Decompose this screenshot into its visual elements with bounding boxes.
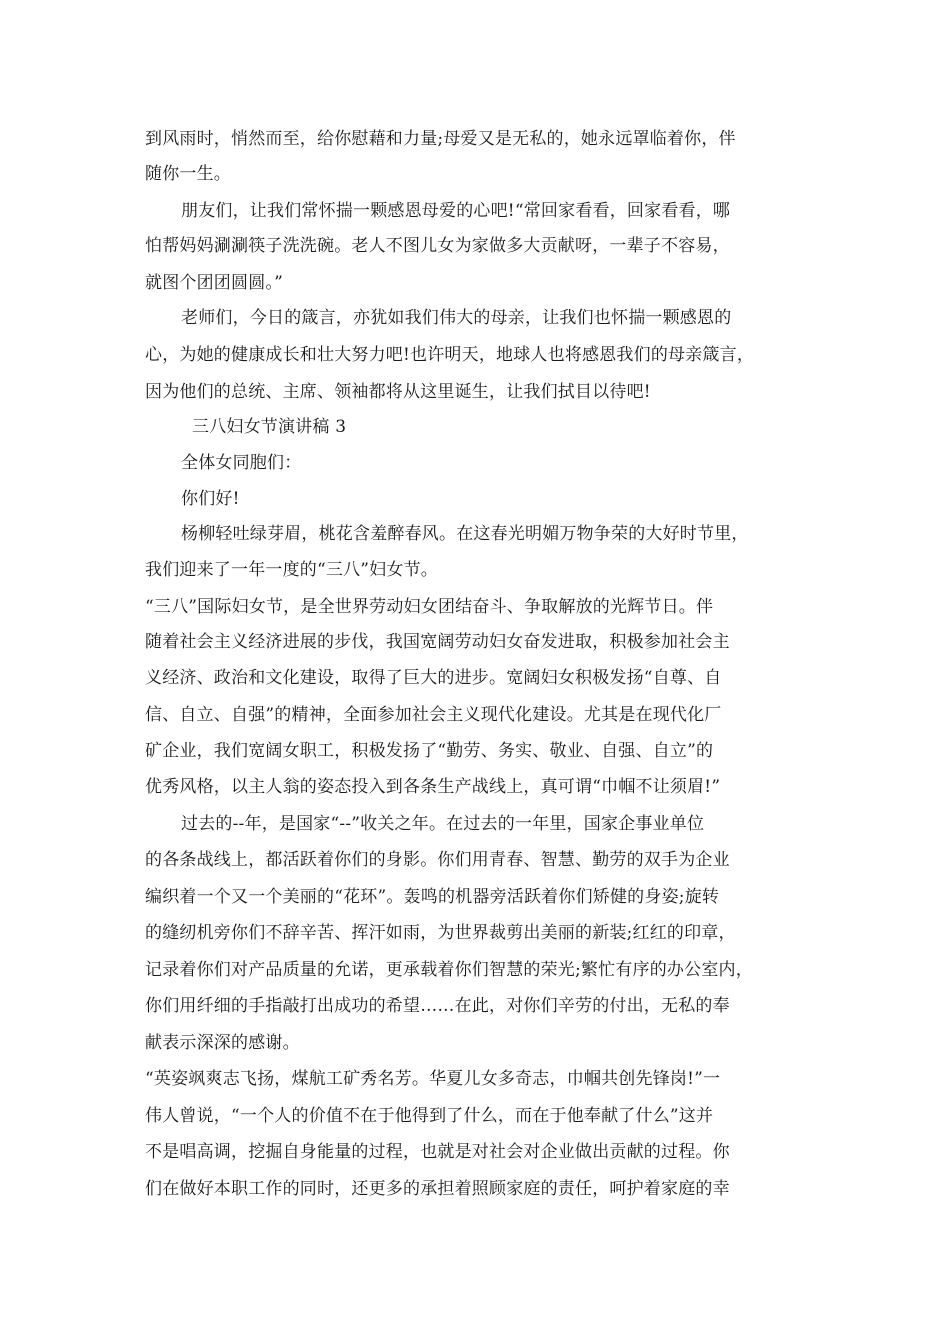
text-line: 你们用纤细的手指敲打出成功的希望……在此，对你们辛劳的付出，无私的奉 (145, 996, 730, 1016)
text-line: 伟人曾说，“一个人的价值不在于他得到了什么，而在于他奉献了什么”这并 (145, 1106, 714, 1126)
text-line: 们在做好本职工作的同时，还更多的承担着照顾家庭的责任，呵护着家庭的幸 (145, 1179, 730, 1199)
text-line: “英姿飒爽志飞扬，煤航工矿秀名芳。华夏儿女多奇志，巾帼共创先锋岗!”一 (145, 1069, 721, 1089)
text-line: 记录着你们对产品质量的允诺，更承载着你们智慧的荣光;繁忙有序的办公室内， (145, 960, 753, 980)
text-line: 优秀风格，以主人翁的姿态投入到各条生产战线上，真可谓“巾帼不让须眉!” (145, 777, 721, 797)
text-line: 到风雨时，悄然而至，给你慰藉和力量;母爱又是无私的，她永远罩临着你，伴 (145, 129, 736, 149)
text-line: “三八”国际妇女节，是全世界劳动妇女团结奋斗、争取解放的光辉节日。伴 (145, 597, 714, 617)
text-line: 献表示深深的感谢。 (145, 1033, 300, 1053)
text-line: 编织着一个又一个美丽的“花环”。轰鸣的机器旁活跃着你们矫健的身姿;旋转 (145, 887, 720, 907)
text-line: 矿企业，我们宽阔女职工，积极发扬了“勤劳、务实、敬业、自强、自立”的 (145, 741, 714, 761)
greeting-line: 全体女同胞们： (181, 453, 302, 473)
text-line: 老师们，今日的箴言，亦犹如我们伟大的母亲，让我们也怀揣一颗感恩的 (181, 308, 732, 328)
section-heading: 三八妇女节演讲稿 3 (192, 417, 347, 437)
text-line: 过去的--年，是国家“--”收关之年。在过去的一年里，国家企事业单位 (181, 814, 705, 834)
text-line: 怕帮妈妈涮涮筷子洗洗碗。老人不图儿女为家做多大贡献呀，一辈子不容易， (145, 236, 730, 256)
greeting-line: 你们好! (181, 489, 240, 509)
text-line: 随着社会主义经济进展的步伐，我国宽阔劳动妇女奋发进取，积极参加社会主 (145, 632, 730, 652)
text-line: 我们迎来了一年一度的“三八”妇女节。 (145, 560, 438, 580)
text-line: 不是唱高调，挖掘自身能量的过程，也就是对社会对企业做出贡献的过程。你 (145, 1142, 730, 1162)
text-line: 随你一生。 (145, 164, 231, 184)
text-line: 因为他们的总统、主席、领袖都将从这里诞生，让我们拭目以待吧! (145, 382, 651, 402)
text-line: 杨柳轻吐绿芽眉，桃花含羞醉春风。在这春光明媚万物争荣的大好时节里， (181, 524, 749, 544)
text-line: 义经济、政治和文化建设，取得了巨大的进步。宽阔妇女积极发扬“自尊、自 (145, 668, 722, 688)
text-line: 朋友们，让我们常怀揣一颗感恩母爱的心吧!“常回家看看，回家看看，哪 (181, 201, 731, 221)
text-line: 的缝纫机旁你们不辞辛苦、挥汗如雨，为世界裁剪出美丽的新装;红红的印章， (145, 923, 736, 943)
text-line: 的各条战线上，都活跃着你们的身影。你们用青春、智慧、勤劳的双手为企业 (145, 850, 730, 870)
text-line: 就图个团团圆圆。” (145, 273, 283, 293)
text-line: 信、自立、自强”的精神，全面参加社会主义现代化建设。尤其是在现代化厂 (145, 705, 722, 725)
text-line: 心，为她的健康成长和壮大努力吧!也许明天，地球人也将感恩我们的母亲箴言， (145, 345, 755, 365)
